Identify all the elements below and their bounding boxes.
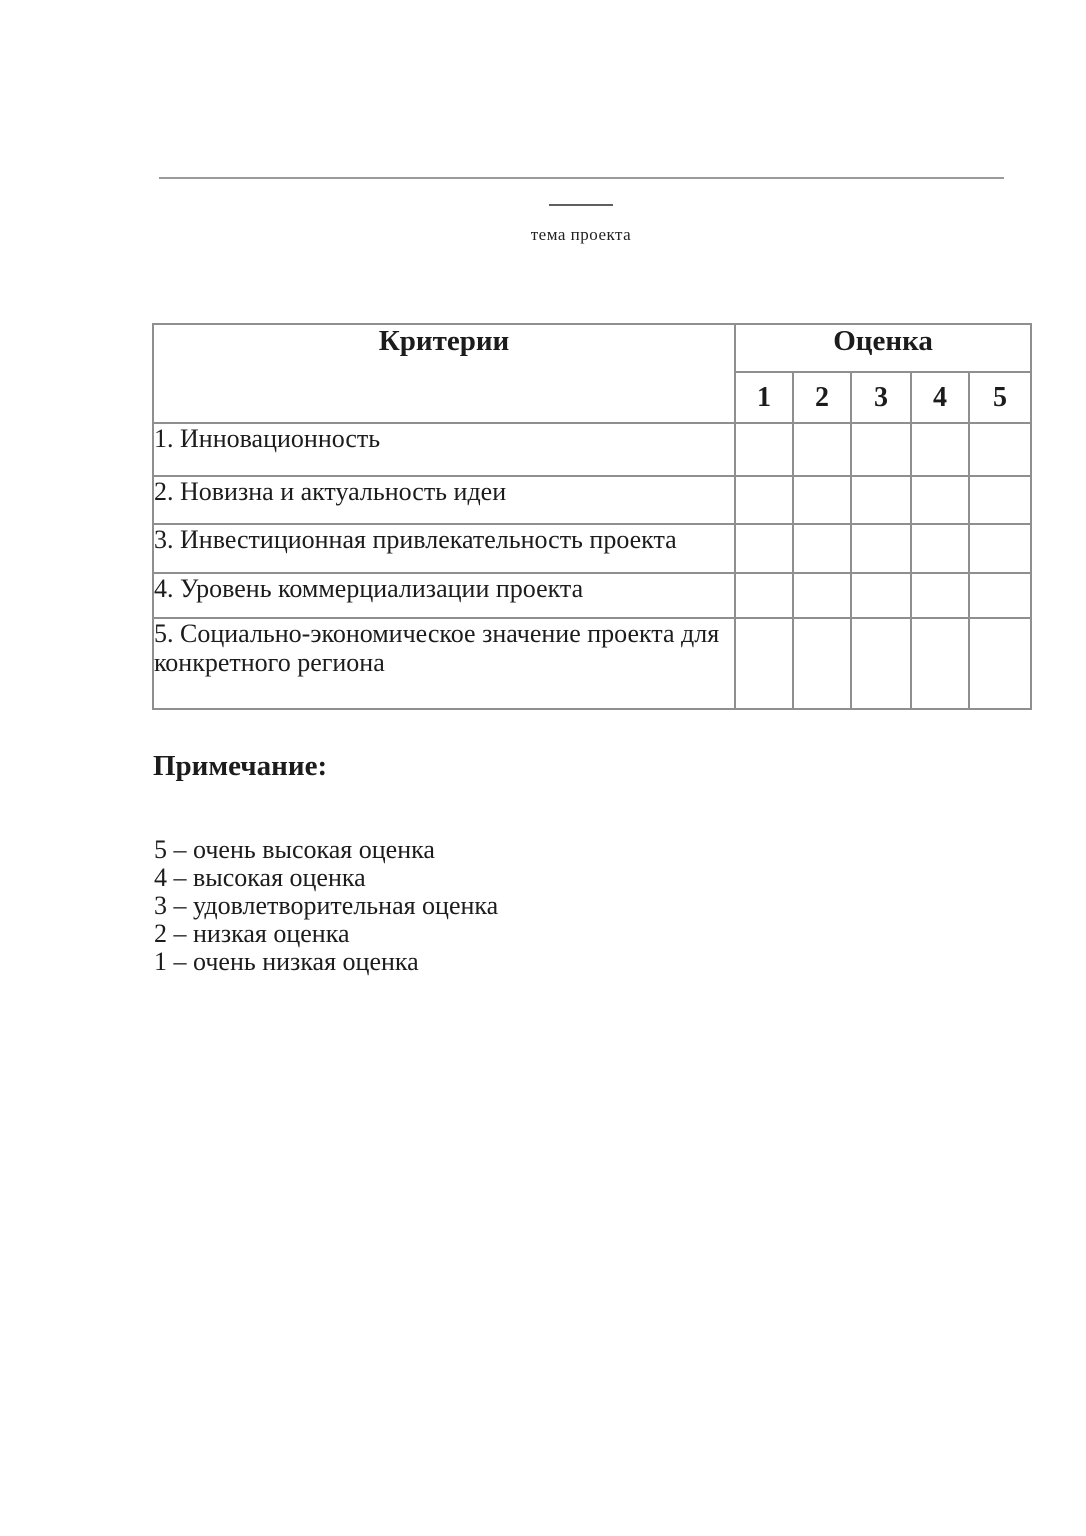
score-header-1: 1 [735, 372, 793, 423]
table-row [153, 476, 1031, 524]
table-header-row [153, 324, 1031, 372]
legend-item: 3 – удовлетворительная оценка [154, 891, 499, 920]
table-row [153, 573, 1031, 618]
score-cell [969, 423, 1031, 476]
table-row [153, 618, 1031, 709]
legend-item: 1 – очень низкая оценка [154, 947, 419, 976]
score-cell [793, 618, 851, 709]
score-header-2: 2 [793, 372, 851, 423]
theme-underline [549, 204, 613, 206]
table-row [153, 423, 1031, 476]
score-cell [735, 423, 793, 476]
score-cell [969, 524, 1031, 573]
score-cell [735, 618, 793, 709]
score-cell [969, 618, 1031, 709]
score-cell [851, 573, 911, 618]
score-cell [851, 524, 911, 573]
score-cell [911, 573, 969, 618]
score-header-5: 5 [969, 372, 1031, 423]
score-cell [735, 573, 793, 618]
score-cell [793, 476, 851, 524]
signature-line [159, 177, 1004, 179]
score-cell [793, 573, 851, 618]
evaluation-table [152, 323, 1032, 710]
score-cell [911, 423, 969, 476]
table-row [153, 524, 1031, 573]
theme-caption: тема проекта [530, 225, 632, 244]
criteria-cell: 3. Инвестиционная привлекательность проекта [153, 524, 735, 573]
criteria-cell: 4. Уровень коммерциализации проекта [153, 573, 735, 618]
score-header-4: 4 [911, 372, 969, 423]
legend-item: 4 – высокая оценка [154, 863, 366, 892]
criteria-cell: 2. Новизна и актуальность идеи [153, 476, 735, 524]
score-cell [969, 476, 1031, 524]
score-cell [735, 476, 793, 524]
score-header-3: 3 [851, 372, 911, 423]
criteria-cell: 5. Социально-экономическое значение проекта для конкретного региона [153, 618, 735, 709]
score-cell [735, 524, 793, 573]
criteria-cell: 1. Инновационность [153, 423, 735, 476]
score-cell [851, 423, 911, 476]
score-cell [851, 618, 911, 709]
score-cell [793, 524, 851, 573]
criteria-column-header: Критерии [153, 324, 735, 423]
score-cell [911, 618, 969, 709]
score-cell [911, 476, 969, 524]
score-column-group-header: Оценка [735, 324, 1031, 372]
note-heading: Примечание: [153, 750, 328, 782]
score-cell [851, 476, 911, 524]
score-cell [793, 423, 851, 476]
score-cell [911, 524, 969, 573]
legend-item: 2 – низкая оценка [154, 919, 350, 948]
score-legend-list [154, 836, 498, 976]
score-cell [969, 573, 1031, 618]
legend-item: 5 – очень высокая оценка [154, 835, 435, 864]
